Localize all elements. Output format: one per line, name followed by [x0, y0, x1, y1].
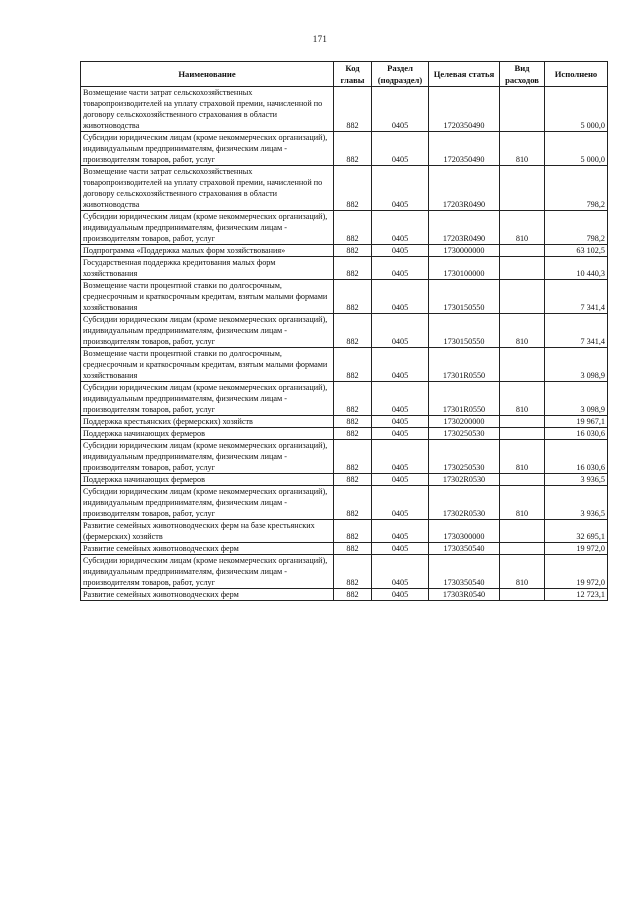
cell-section: 0405: [372, 87, 429, 132]
cell-code: 882: [334, 166, 372, 211]
cell-done: 10 440,3: [545, 257, 608, 280]
cell-type: [500, 245, 545, 257]
cell-name: Субсидии юридическим лицам (кроме некоммерческих организаций), индивидуальным предпринимателям, физическим лицам - производителям товаров, работ, услуг: [81, 132, 334, 166]
cell-section: 0405: [372, 589, 429, 601]
table-row: [81, 474, 608, 486]
table-header-row: [81, 62, 608, 87]
cell-name: Возмещение части процентной ставки по долгосрочным, среднесрочным и краткосрочным кредитам, взятым малыми формами хозяйствования: [81, 280, 334, 314]
cell-section: 0405: [372, 474, 429, 486]
cell-code: 882: [334, 211, 372, 245]
table-row: [81, 428, 608, 440]
cell-done: 19 972,0: [545, 555, 608, 589]
table-row: [81, 211, 608, 245]
table-row: [81, 543, 608, 555]
table-row: [81, 520, 608, 543]
cell-section: 0405: [372, 416, 429, 428]
cell-name: Возмещение части процентной ставки по долгосрочным, среднесрочным и краткосрочным кредитам, взятым малыми формами хозяйствования: [81, 348, 334, 382]
cell-target: 1730200000: [429, 416, 500, 428]
cell-type: 810: [500, 314, 545, 348]
table-row: [81, 486, 608, 520]
table-row: [81, 440, 608, 474]
cell-name: Подпрограмма «Поддержка малых форм хозяйствования»: [81, 245, 334, 257]
cell-name: Субсидии юридическим лицам (кроме некоммерческих организаций), индивидуальным предпринимателям, физическим лицам - производителям товаров, работ, услуг: [81, 555, 334, 589]
cell-done: 16 030,6: [545, 440, 608, 474]
cell-target: 1730250530: [429, 440, 500, 474]
cell-code: 882: [334, 486, 372, 520]
table-row: [81, 589, 608, 601]
table-row: [81, 348, 608, 382]
cell-name: Развитие семейных животноводческих ферм на базе крестьянских (фермерских) хозяйств: [81, 520, 334, 543]
cell-type: 810: [500, 132, 545, 166]
table-row: [81, 87, 608, 132]
cell-name: Субсидии юридическим лицам (кроме некоммерческих организаций), индивидуальным предпринимателям, физическим лицам - производителям товаров, работ, услуг: [81, 382, 334, 416]
cell-code: 882: [334, 474, 372, 486]
cell-code: 882: [334, 132, 372, 166]
cell-type: [500, 87, 545, 132]
cell-type: 810: [500, 486, 545, 520]
cell-type: 810: [500, 382, 545, 416]
cell-type: [500, 543, 545, 555]
table-row: [81, 166, 608, 211]
cell-name: Развитие семейных животноводческих ферм: [81, 589, 334, 601]
cell-name: Государственная поддержка кредитования малых форм хозяйствования: [81, 257, 334, 280]
cell-code: 882: [334, 245, 372, 257]
header-section: Раздел (подраздел): [372, 62, 429, 87]
cell-code: 882: [334, 280, 372, 314]
table-row: [81, 416, 608, 428]
cell-section: 0405: [372, 166, 429, 211]
cell-done: 19 967,1: [545, 416, 608, 428]
cell-done: 12 723,1: [545, 589, 608, 601]
cell-target: 17203R0490: [429, 166, 500, 211]
cell-type: [500, 416, 545, 428]
cell-section: 0405: [372, 348, 429, 382]
cell-section: 0405: [372, 382, 429, 416]
cell-code: 882: [334, 348, 372, 382]
cell-done: 63 102,5: [545, 245, 608, 257]
cell-name: Развитие семейных животноводческих ферм: [81, 543, 334, 555]
header-code: Код главы: [334, 62, 372, 87]
cell-section: 0405: [372, 280, 429, 314]
cell-section: 0405: [372, 520, 429, 543]
header-target: Целевая статья: [429, 62, 500, 87]
cell-type: [500, 520, 545, 543]
cell-type: [500, 589, 545, 601]
cell-name: Субсидии юридическим лицам (кроме некоммерческих организаций), индивидуальным предпринимателям, физическим лицам - производителям товаров, работ, услуг: [81, 440, 334, 474]
cell-code: 882: [334, 555, 372, 589]
cell-section: 0405: [372, 428, 429, 440]
table-row: [81, 132, 608, 166]
cell-name: Субсидии юридическим лицам (кроме некоммерческих организаций), индивидуальным предпринимателям, физическим лицам - производителям товаров, работ, услуг: [81, 486, 334, 520]
cell-done: 798,2: [545, 166, 608, 211]
cell-section: 0405: [372, 440, 429, 474]
cell-target: 17301R0550: [429, 382, 500, 416]
cell-name: Возмещение части затрат сельскохозяйственных товаропроизводителей на уплату страховой премии, начисленной по договору сельскохозяйственного страхования в области животноводства: [81, 166, 334, 211]
cell-target: 1730150550: [429, 314, 500, 348]
cell-section: 0405: [372, 257, 429, 280]
header-name: Наименование: [81, 62, 334, 87]
cell-done: 16 030,6: [545, 428, 608, 440]
cell-done: 7 341,4: [545, 280, 608, 314]
cell-name: Возмещение части затрат сельскохозяйственных товаропроизводителей на уплату страховой премии, начисленной по договору сельскохозяйственного страхования в области животноводства: [81, 87, 334, 132]
cell-name: Поддержка крестьянских (фермерских) хозяйств: [81, 416, 334, 428]
page-number: 171: [312, 34, 328, 44]
cell-done: 7 341,4: [545, 314, 608, 348]
cell-code: 882: [334, 257, 372, 280]
cell-section: 0405: [372, 555, 429, 589]
header-done: Исполнено: [545, 62, 608, 87]
cell-type: [500, 257, 545, 280]
cell-target: 17302R0530: [429, 474, 500, 486]
cell-code: 882: [334, 543, 372, 555]
cell-code: 882: [334, 428, 372, 440]
cell-type: [500, 280, 545, 314]
cell-section: 0405: [372, 211, 429, 245]
table-row: [81, 257, 608, 280]
cell-section: 0405: [372, 314, 429, 348]
cell-target: 17303R0540: [429, 589, 500, 601]
cell-section: 0405: [372, 486, 429, 520]
cell-name: Субсидии юридическим лицам (кроме некоммерческих организаций), индивидуальным предпринимателям, физическим лицам - производителям товаров, работ, услуг: [81, 314, 334, 348]
table-row: [81, 245, 608, 257]
cell-target: 1730100000: [429, 257, 500, 280]
cell-code: 882: [334, 416, 372, 428]
table-row: [81, 314, 608, 348]
cell-section: 0405: [372, 245, 429, 257]
cell-code: 882: [334, 87, 372, 132]
cell-done: 3 936,5: [545, 486, 608, 520]
table-row: [81, 382, 608, 416]
cell-code: 882: [334, 589, 372, 601]
table-row: [81, 555, 608, 589]
cell-name: Субсидии юридическим лицам (кроме некоммерческих организаций), индивидуальным предпринимателям, физическим лицам - производителям товаров, работ, услуг: [81, 211, 334, 245]
cell-done: 5 000,0: [545, 87, 608, 132]
cell-type: [500, 428, 545, 440]
budget-table: [80, 61, 608, 601]
cell-type: 810: [500, 555, 545, 589]
cell-target: 1720350490: [429, 132, 500, 166]
cell-target: 1730250530: [429, 428, 500, 440]
cell-type: 810: [500, 211, 545, 245]
cell-done: 3 098,9: [545, 348, 608, 382]
cell-done: 3 098,9: [545, 382, 608, 416]
cell-type: 810: [500, 440, 545, 474]
cell-done: 5 000,0: [545, 132, 608, 166]
cell-code: 882: [334, 520, 372, 543]
cell-target: 1730350540: [429, 543, 500, 555]
cell-code: 882: [334, 382, 372, 416]
header-type: Вид расходов: [500, 62, 545, 87]
cell-section: 0405: [372, 132, 429, 166]
cell-target: 17302R0530: [429, 486, 500, 520]
cell-target: 1730300000: [429, 520, 500, 543]
cell-done: 19 972,0: [545, 543, 608, 555]
cell-done: 3 936,5: [545, 474, 608, 486]
cell-target: 1720350490: [429, 87, 500, 132]
cell-name: Поддержка начинающих фермеров: [81, 474, 334, 486]
cell-done: 798,2: [545, 211, 608, 245]
cell-target: 1730000000: [429, 245, 500, 257]
cell-type: [500, 166, 545, 211]
table-row: [81, 280, 608, 314]
cell-name: Поддержка начинающих фермеров: [81, 428, 334, 440]
cell-code: 882: [334, 440, 372, 474]
cell-target: 1730150550: [429, 280, 500, 314]
cell-section: 0405: [372, 543, 429, 555]
cell-type: [500, 474, 545, 486]
cell-target: 17301R0550: [429, 348, 500, 382]
cell-target: 1730350540: [429, 555, 500, 589]
cell-code: 882: [334, 314, 372, 348]
table-body: [81, 87, 608, 601]
cell-done: 32 695,1: [545, 520, 608, 543]
cell-target: 17203R0490: [429, 211, 500, 245]
cell-type: [500, 348, 545, 382]
